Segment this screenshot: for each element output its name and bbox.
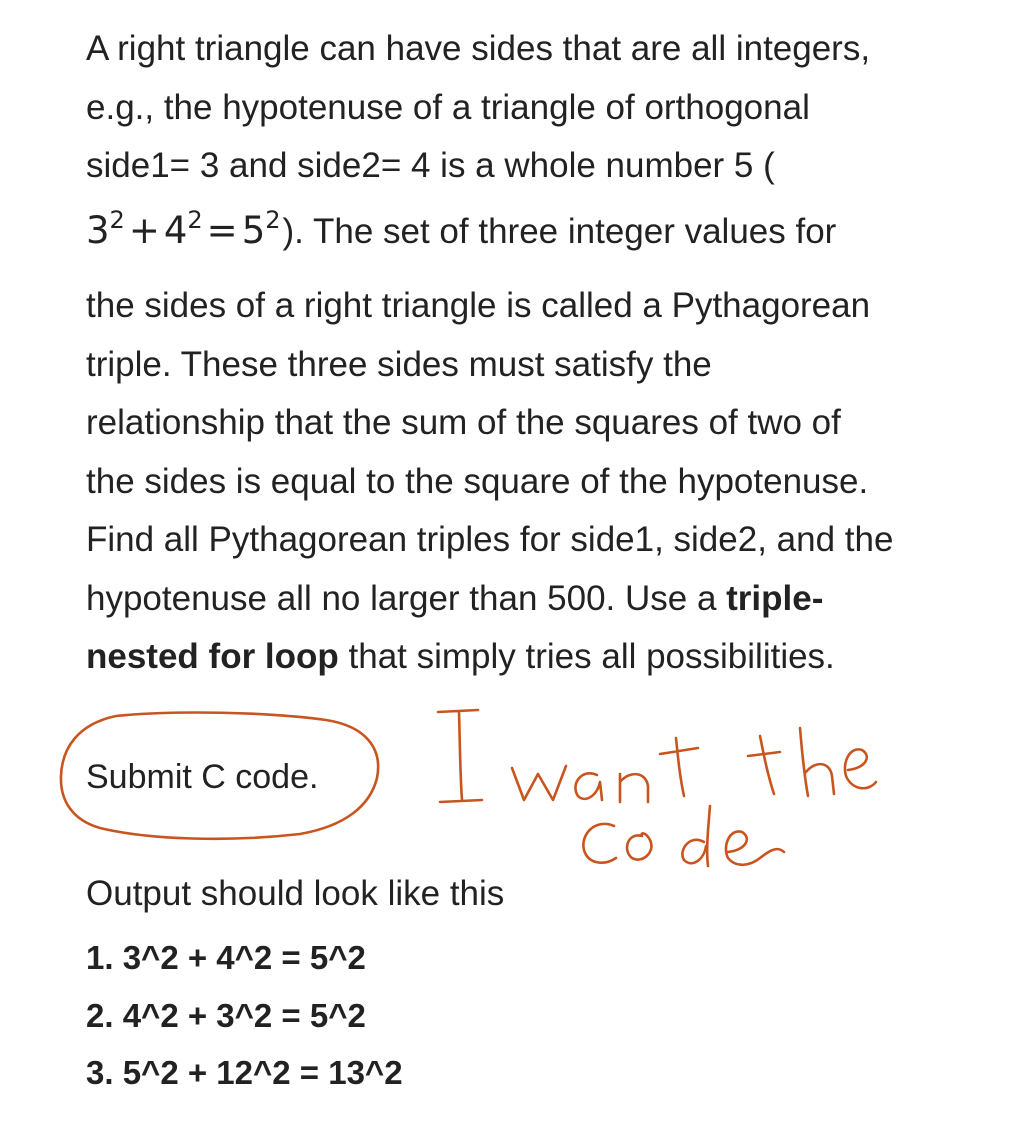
problem-statement [86,20,996,687]
problem-paragraph [86,20,996,687]
list-item: 2. 4^2 + 3^2 = 5^2 [86,996,366,1034]
bold-text: triple- [726,578,824,618]
equation-exponent: 2 [109,205,125,234]
problem-line: relationship that the sum of the squares of two of [86,403,841,442]
problem-line: Find all Pythagorean triples for side1, side2, and the [86,520,894,559]
ink-word-the [748,728,876,796]
list-item: 1. 3^2 + 4^2 = 5^2 [86,939,366,976]
problem-text: that simply tries all possibilities. [338,637,835,676]
equation-tail: ). The set of three integer values for [282,211,837,251]
problem-line-bold-end [86,628,996,687]
ink-word-code [583,806,784,866]
output-example-list [86,929,403,1102]
equation-equals: = [206,208,238,252]
output-heading: Output should look like this [86,874,505,913]
equation-c: 5 [241,208,266,252]
equation-exponent: 2 [265,205,281,234]
problem-line-bold-start [86,570,996,629]
problem-line: side1= 3 and side2= 4 is a whole number 5 ( [86,146,775,185]
equation-line [86,202,996,262]
equation-a: 3 [86,208,110,252]
ink-word-want [512,738,698,802]
problem-line: A right triangle can have sides that are all integers, [86,29,871,68]
problem-line: triple. These three sides must satisfy the [86,344,712,384]
bold-text: nested for loop [86,637,339,676]
pythagorean-equation [86,205,281,252]
equation-exponent: 2 [187,205,203,234]
submit-instruction: Submit C code. [86,758,319,796]
problem-line: the sides of a right triangle is called a Pythagorean [86,286,871,325]
problem-line: e.g., the hypotenuse of a triangle of orthogonal [86,87,810,127]
list-item: 3. 5^2 + 12^2 = 13^2 [86,1054,403,1091]
equation-plus: + [128,208,160,252]
problem-text: hypotenuse all no larger than 500. Use a [86,578,727,618]
ink-letter-I [438,710,482,802]
equation-b: 4 [163,208,188,252]
problem-line: the sides is equal to the square of the hypotenuse. [86,461,869,501]
